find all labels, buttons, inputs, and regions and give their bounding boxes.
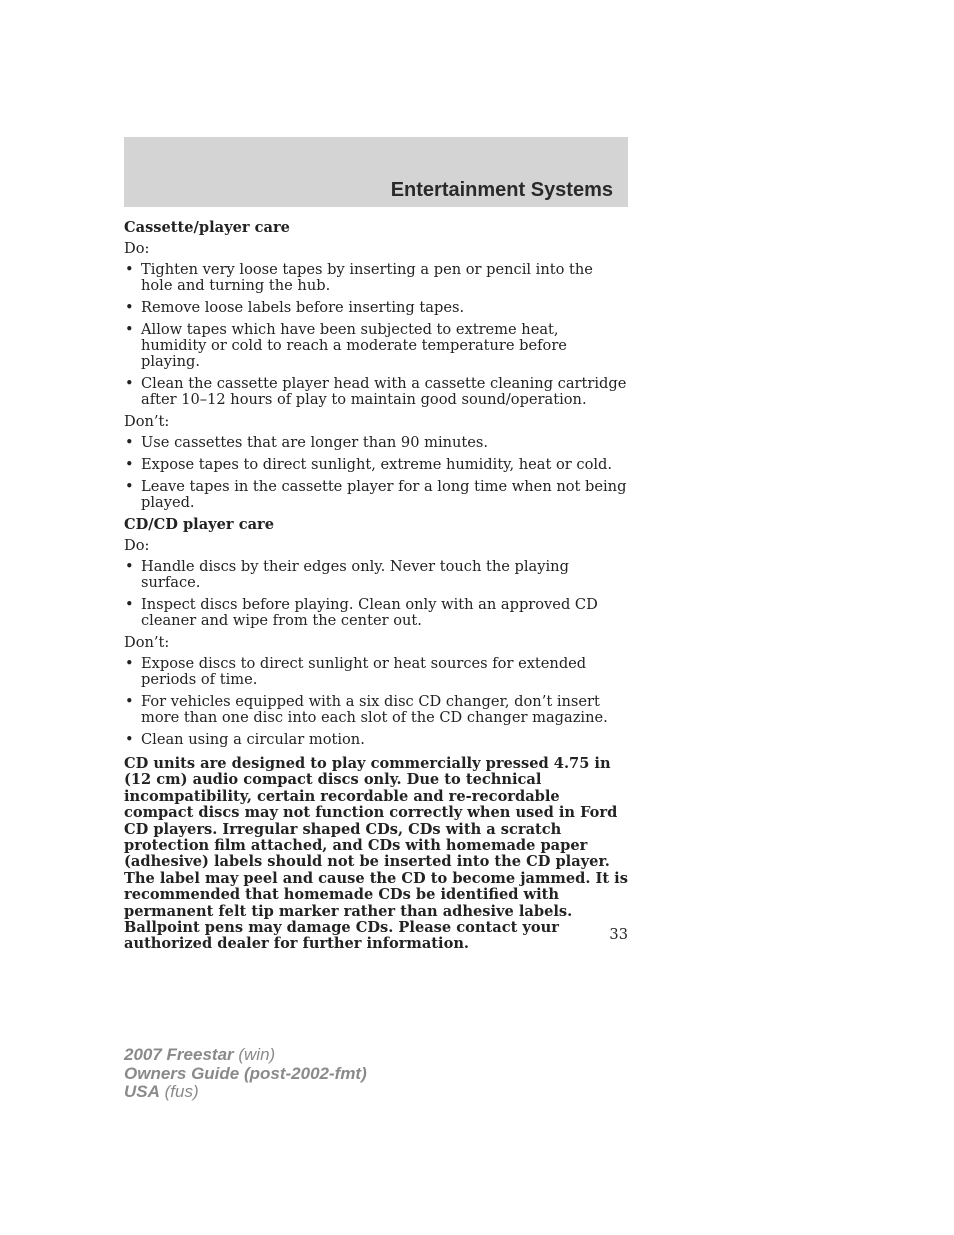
list-item: • Handle discs by their edges only. Never touch the playing surface.: [125, 558, 569, 591]
page-number: 33: [609, 926, 628, 943]
bullet-icon: •: [125, 321, 134, 338]
bullet-icon: •: [125, 261, 134, 278]
bullet-icon: •: [125, 731, 134, 748]
document-footer: [124, 1046, 367, 1102]
bullet-icon: •: [125, 693, 134, 710]
footer-line-market: USA (fus): [124, 1082, 199, 1101]
section-header-band: [124, 137, 628, 207]
cd-dont-label: Don’t:: [124, 634, 170, 651]
list-item: • Remove loose labels before inserting tapes.: [125, 299, 465, 316]
cd-compatibility-notice: CD units are designed to play commercially pressed 4.75 in (12 cm) audio compact discs only. Due to technical incompatibility, certain recordable and re-recordable compact discs may not function correctly when used in Ford CD players. Irregular shaped CDs, CDs with a scratch protection film attached, and CDs with homemade paper (adhesive) labels should not be inserted into the CD player. The label may peel and cause the CD to become jammed. It is recommended that homemade CDs be identified with permanent felt tip marker rather than adhesive labels. Ballpoint pens may damage CDs. Please contact your authorized dealer for further information.: [124, 755, 628, 953]
cd-do-list: [124, 559, 628, 629]
bullet-icon: •: [125, 456, 134, 473]
bullet-icon: •: [125, 434, 134, 451]
cd-do-label: Do:: [124, 537, 150, 554]
section-title: Entertainment Systems: [390, 179, 613, 201]
cd-dont-list: [124, 656, 628, 748]
cassette-do-list: [124, 262, 628, 408]
cassette-care-heading: Cassette/player care: [124, 219, 290, 236]
cassette-dont-list: [124, 435, 628, 511]
bullet-icon: •: [125, 375, 134, 392]
cassette-do-label: Do:: [124, 240, 150, 257]
page-content: [124, 220, 628, 953]
footer-line-guide: Owners Guide (post-2002-fmt): [124, 1063, 367, 1083]
list-item: • For vehicles equipped with a six disc CD changer, don’t insert more than one disc into each slot of the CD changer magazine.: [125, 693, 608, 726]
list-item: • Leave tapes in the cassette player for a long time when not being played.: [125, 478, 627, 511]
cassette-dont-label: Don’t:: [124, 413, 170, 430]
list-item: • Expose tapes to direct sunlight, extreme humidity, heat or cold.: [125, 456, 613, 473]
list-item: • Expose discs to direct sunlight or heat sources for extended periods of time.: [125, 655, 587, 688]
bullet-icon: •: [125, 558, 134, 575]
list-item: • Inspect discs before playing. Clean only with an approved CD cleaner and wipe from the center out.: [125, 596, 598, 629]
list-item: • Allow tapes which have been subjected to extreme heat, humidity or cold to reach a moderate temperature before playing.: [125, 321, 567, 370]
list-item: • Clean using a circular motion.: [125, 731, 365, 748]
list-item: • Tighten very loose tapes by inserting a pen or pencil into the hole and turning the hub.: [125, 261, 593, 294]
list-item: • Clean the cassette player head with a cassette cleaning cartridge after 10–12 hours of play to maintain good sound/operation.: [125, 375, 627, 408]
bullet-icon: •: [125, 299, 134, 316]
cd-care-heading: CD/CD player care: [124, 516, 275, 533]
bullet-icon: •: [125, 596, 134, 613]
list-item: • Use cassettes that are longer than 90 minutes.: [125, 434, 489, 451]
bullet-icon: •: [125, 478, 134, 495]
footer-line-model: 2007 Freestar (win): [124, 1045, 276, 1064]
bullet-icon: •: [125, 655, 134, 672]
